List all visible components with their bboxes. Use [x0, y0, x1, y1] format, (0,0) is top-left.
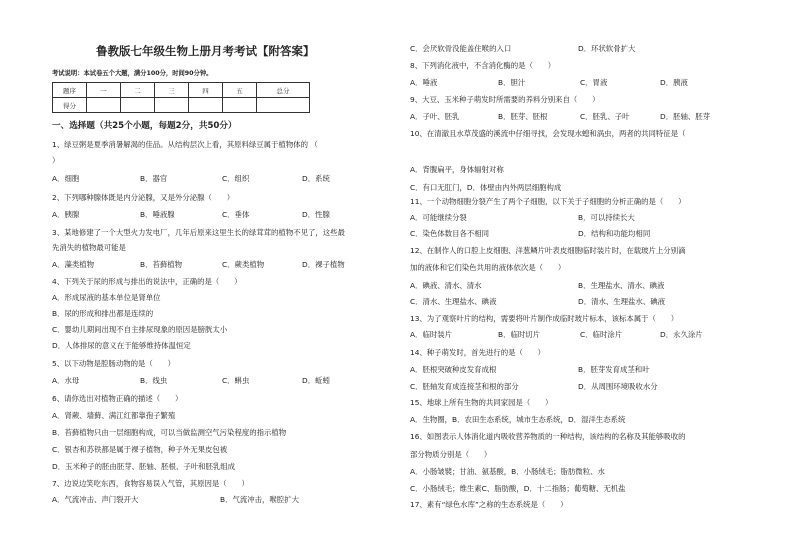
- option-a[interactable]: A．细胞: [52, 174, 80, 183]
- option-d[interactable]: D．人体排尿的意义在于能够维持体温恒定: [52, 341, 191, 350]
- option-c[interactable]: C．垂体: [222, 210, 250, 219]
- option-b[interactable]: B．胚芽、胚根: [498, 112, 548, 121]
- option-b[interactable]: B．生理盐水、清水、碘液: [578, 281, 665, 290]
- score-table-header-row: 题序 一 二 三 四 五 总分: [53, 83, 310, 98]
- option-a[interactable]: A．水母: [52, 376, 80, 385]
- option-b[interactable]: B．气流冲击，喉腔扩大: [220, 495, 299, 504]
- option-a[interactable]: A．胚根突破种皮发育成根: [410, 365, 497, 374]
- option-c[interactable]: C．婴幼儿期间出现不自主排尿现象的原因是膀胱太小: [52, 325, 228, 334]
- option-c[interactable]: C．组织: [222, 174, 250, 183]
- option-a[interactable]: A．临时装片: [410, 330, 453, 339]
- page-title: 鲁教版七年级生物上册月考考试【附答案】: [96, 44, 315, 58]
- option-d[interactable]: D．胰液: [660, 78, 688, 87]
- option-c[interactable]: C．蝌虫: [222, 376, 250, 385]
- option-c[interactable]: C．胚轴发育成连接茎和根的部分: [410, 382, 519, 391]
- option-a-b[interactable]: A．小肠皱襞；甘油、氨基酸，B．小肠绒毛；脂肪微粒、水: [410, 467, 605, 476]
- option-b[interactable]: B．线虫: [140, 376, 168, 385]
- option-d[interactable]: D．环状软骨扩大: [578, 44, 636, 53]
- option-a[interactable]: A．气流冲击、声门裂开大: [52, 495, 139, 504]
- option-a-d[interactable]: A．生物圈，B．农田生态系统，城市生态系统，D．湿洋生态系统: [410, 415, 626, 424]
- option-c[interactable]: C．清水、生理盐水、碘液: [410, 297, 497, 306]
- option-d[interactable]: D．结构和功能均相同: [578, 229, 651, 238]
- option-d[interactable]: D．胚轴、胚芽: [660, 112, 711, 121]
- option-c[interactable]: C．胃液: [580, 78, 608, 87]
- option-b[interactable]: B．器官: [140, 174, 168, 183]
- option-b[interactable]: B．唾液腺: [140, 210, 175, 219]
- option-d[interactable]: D．清水、生理盐水、碘液: [578, 297, 665, 306]
- option-b[interactable]: B．苔藓植物只由一层细胞构成，可以当做监测空气污染程度的指示植物: [52, 428, 287, 437]
- option-d[interactable]: D．玉米种子的胚由胚芽、胚轴、胚根、子叶和胚乳组成: [52, 462, 236, 471]
- option-b[interactable]: B．可以持续长大: [578, 213, 635, 222]
- score-table: [52, 82, 310, 113]
- option-c[interactable]: C．染色体数目各不相同: [410, 229, 490, 238]
- section-title: 一、选择题（共25个小题，每题2分，共50分）: [52, 121, 237, 131]
- option-b[interactable]: B．临时切片: [498, 330, 541, 339]
- option-a[interactable]: A．藻类植物: [52, 260, 95, 269]
- option-a[interactable]: A．形成尿液的基本单位是肾单位: [52, 293, 161, 302]
- option-d[interactable]: D．蚯蚓: [302, 376, 330, 385]
- option-c[interactable]: C．蕨类植物: [222, 260, 265, 269]
- option-b[interactable]: B．胆汁: [498, 78, 526, 87]
- option-c[interactable]: C．临时涂片: [580, 330, 623, 339]
- option-a[interactable]: A．可能继续分裂: [410, 213, 467, 222]
- option-a-b[interactable]: A．背腹扁平，身体辐射对称: [410, 165, 504, 174]
- option-d[interactable]: D．性腺: [302, 210, 330, 219]
- option-c[interactable]: C．会厌软骨没能盖住喉的入口: [410, 44, 512, 53]
- option-a[interactable]: A．子叶、胚乳: [410, 112, 460, 121]
- option-b[interactable]: B．胚芽发育成茎和叶: [578, 365, 650, 374]
- option-d[interactable]: D．从周围环境吸收水分: [578, 382, 658, 391]
- option-a[interactable]: A．唾液: [410, 78, 438, 87]
- option-a[interactable]: A．碘液、清水、清水: [410, 281, 482, 290]
- option-c[interactable]: C．银杏和苏铁都是属于裸子植物，种子外无果皮包被: [52, 445, 228, 454]
- option-d[interactable]: D．裸子植物: [302, 260, 345, 269]
- option-a[interactable]: A．肾蕨、墙藓、满江红都靠孢子繁殖: [52, 411, 176, 420]
- exam-note: 考试说明：本试卷五个大题，满分100分，时间90分钟。: [52, 70, 213, 77]
- option-d[interactable]: D．系统: [302, 174, 330, 183]
- score-table-score-row: 得分: [53, 98, 310, 113]
- option-b[interactable]: B．尿的形成和排出都是连续的: [52, 309, 154, 318]
- option-c-d[interactable]: C．有口无肛门，D．体壁由内外两层细胞构成: [410, 183, 562, 192]
- option-d[interactable]: D．永久涂片: [660, 330, 703, 339]
- option-a[interactable]: A．胰腺: [52, 210, 80, 219]
- option-c[interactable]: C．胚乳、子叶: [580, 112, 630, 121]
- option-c-d[interactable]: C．小肠绒毛；维生素C、脂肪酸，D．十二指肠；葡萄糖、无机盐: [410, 484, 626, 493]
- option-b[interactable]: B．苔藓植物: [140, 260, 183, 269]
